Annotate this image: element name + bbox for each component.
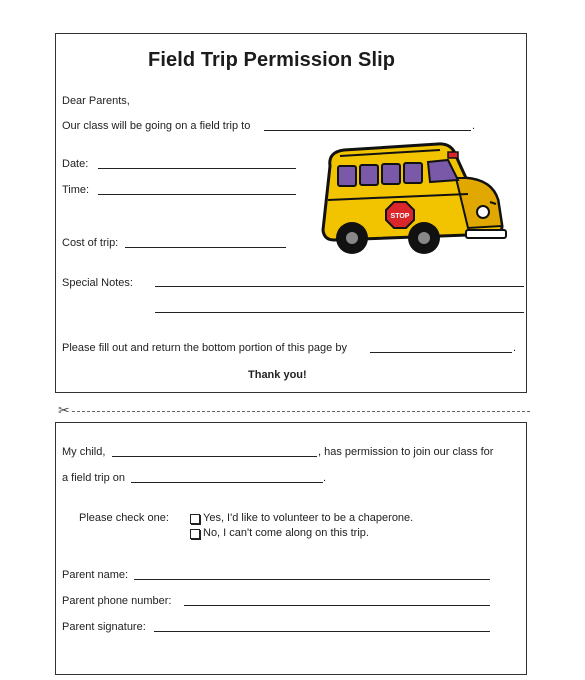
- cost-label: Cost of trip:: [62, 237, 119, 249]
- stop-sign-text: STOP: [390, 213, 410, 220]
- bus-headlight: [477, 206, 489, 218]
- return-instructions-text: Please fill out and return the bottom portion of this page by: [62, 342, 347, 354]
- bus-window-3: [382, 164, 400, 184]
- check-one-label: Please check one:: [79, 512, 169, 524]
- trip-date-blank[interactable]: [131, 482, 323, 483]
- permission-slip-return-form: [55, 422, 527, 675]
- destination-blank[interactable]: [264, 130, 471, 131]
- bus-bumper: [466, 230, 506, 238]
- intro-text: Our class will be going on a field trip to: [62, 120, 251, 132]
- parent-signature-label: Parent signature:: [62, 621, 146, 633]
- time-blank[interactable]: [98, 194, 296, 195]
- bus-warning-light: [448, 152, 458, 158]
- child-label: My child,: [62, 446, 106, 458]
- trip-date-label: a field trip on: [62, 472, 125, 484]
- child-name-blank[interactable]: [112, 456, 317, 457]
- parent-name-blank[interactable]: [134, 579, 490, 580]
- parent-signature-blank[interactable]: [154, 631, 490, 632]
- cost-blank[interactable]: [125, 247, 286, 248]
- trip-date-end-punctuation: .: [323, 472, 327, 484]
- bus-wheel-front: [408, 222, 440, 254]
- scissors-icon: ✂: [58, 402, 70, 418]
- bus-wheel-rear: [336, 222, 368, 254]
- special-notes-label: Special Notes:: [62, 277, 133, 289]
- date-blank[interactable]: [98, 168, 296, 169]
- thank-you-text: Thank you!: [248, 369, 307, 381]
- school-bus-illustration: [318, 138, 508, 263]
- bus-window-4: [404, 163, 422, 183]
- bus-window-1: [338, 166, 356, 186]
- cut-line-divider: [72, 411, 530, 412]
- chaperone-no-label: No, I can't come along on this trip.: [203, 527, 369, 539]
- chaperone-yes-label: Yes, I'd like to volunteer to be a chaperone.: [203, 512, 414, 524]
- return-end-punctuation: .: [513, 342, 517, 354]
- special-notes-blank-2[interactable]: [155, 312, 524, 313]
- stop-sign: [386, 202, 414, 228]
- return-date-blank[interactable]: [370, 352, 512, 353]
- child-permission-text: , has permission to join our class for: [318, 446, 494, 458]
- parent-phone-label: Parent phone number:: [62, 595, 172, 607]
- parent-name-label: Parent name:: [62, 569, 129, 581]
- chaperone-yes-checkbox[interactable]: [190, 514, 200, 524]
- chaperone-no-checkbox[interactable]: [190, 529, 200, 539]
- time-label: Time:: [62, 184, 90, 196]
- date-label: Date:: [62, 158, 89, 170]
- page-title: Field Trip Permission Slip: [148, 49, 396, 71]
- intro-end-punctuation: .: [472, 120, 476, 132]
- special-notes-blank-1[interactable]: [155, 286, 524, 287]
- parent-phone-blank[interactable]: [184, 605, 490, 606]
- greeting-text: Dear Parents,: [62, 95, 130, 107]
- bus-window-2: [360, 165, 378, 185]
